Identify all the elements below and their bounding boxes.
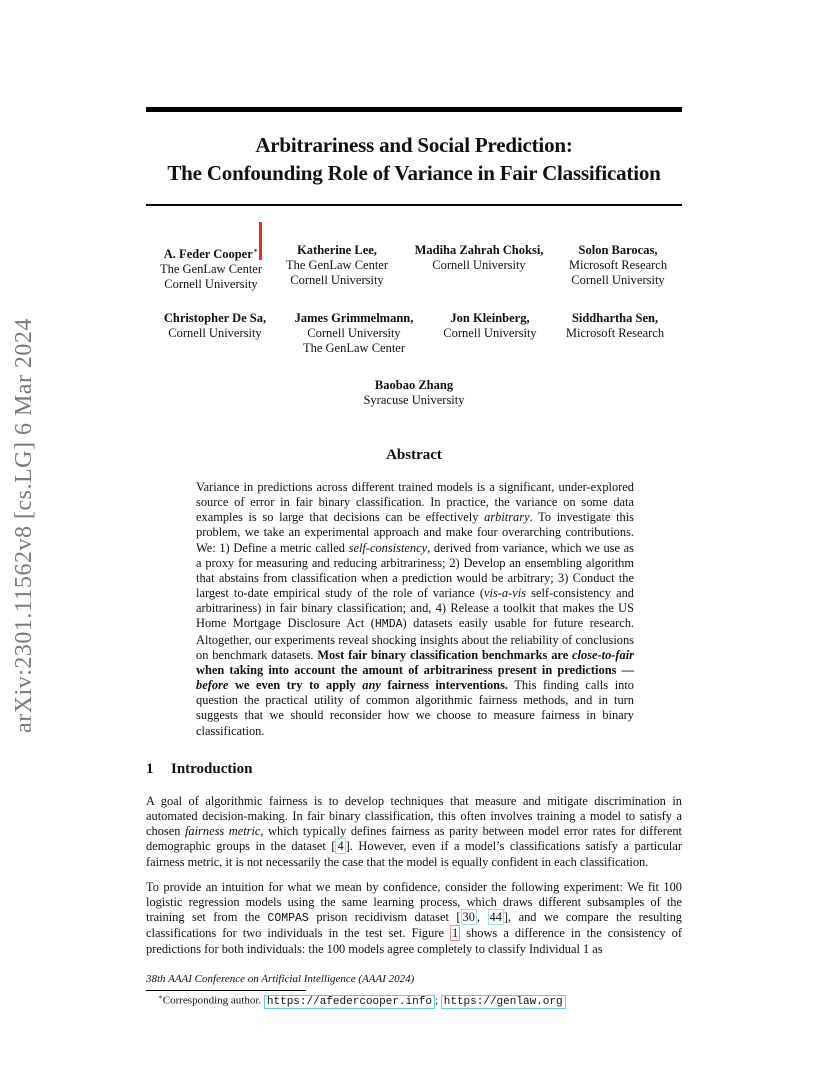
footnote: ∗Corresponding author. https://afedercooper.info ; https://genlaw.org bbox=[158, 993, 566, 1008]
section-title: Introduction bbox=[171, 761, 253, 777]
title-rule bbox=[146, 204, 682, 206]
emphasis: vis-a-vis bbox=[484, 586, 527, 601]
author-block bbox=[404, 243, 554, 273]
emphasis: self-consistency bbox=[348, 540, 428, 555]
author-affiliation: Syracuse University bbox=[363, 393, 465, 407]
author-name: Solon Barocas, bbox=[578, 243, 658, 257]
author-block bbox=[540, 311, 690, 341]
emphasis: fairness metric bbox=[184, 824, 261, 839]
author-affiliation: Cornell University bbox=[164, 277, 258, 292]
intro-paragraph: A goal of algorithmic fairness is to develop techniques that measure and mitigate discrimination in automated decision-making. In fair binary classification, this often involves training a model to satisfy a chosen fairness metric, which typically defines fairness as parity between model error rates for different demographic groups in the dataset [ 4 ]. However, even if a model’s classifications satisfy a particular fairness metric, it is not necessarily the case that the model is equally confident in each classification. bbox=[146, 794, 683, 869]
citation-link[interactable]: 4 bbox=[337, 839, 344, 854]
top-rule bbox=[146, 107, 682, 112]
author-name: A. Feder Cooper∗ bbox=[163, 246, 259, 262]
author-name: Madiha Zahrah Choksi, bbox=[414, 243, 544, 257]
citation-link[interactable]: 44 bbox=[489, 910, 502, 925]
dataset-name: COMPAS bbox=[267, 912, 309, 926]
author-affiliation: The GenLaw Center bbox=[285, 258, 389, 272]
author-affiliation: The GenLaw Center bbox=[302, 341, 406, 355]
author-block bbox=[543, 243, 693, 288]
footnote-rule bbox=[146, 990, 306, 991]
figure-link[interactable]: 1 bbox=[452, 926, 459, 941]
section-number: 1 bbox=[146, 761, 154, 777]
footnote-mark[interactable]: ∗ bbox=[252, 246, 259, 255]
key-finding: Most fair binary classification benchmarks are close-to-fair when taking into account the amount of arbitrariness present in predictions — before we even try to apply any fairness interventions. bbox=[196, 647, 634, 693]
footnote-mark: ∗ bbox=[158, 993, 163, 1001]
citation-link[interactable]: 30 bbox=[462, 910, 475, 925]
paper-title-line-1: Arbitrariness and Social Prediction: bbox=[255, 133, 573, 157]
author-block bbox=[140, 311, 290, 341]
abstract-body: Variance in predictions across different trained models is a significant, under-explored source of error in fair binary classification. In practice, the variance on some data examples is so large that decisions can be effectively arbitrary. To investigate this problem, we take an experimental approach and make four overarching contributions. We: 1) Define a metric called self-consistency, derived from variance, which we use as a proxy for measuring and reducing arbitrariness; 2) Develop an ensembling algorithm that abstains from classification when a prediction would be arbitrary; 3) Conduct the largest to-date empirical study of the role of variance (vis-a-vis self-consistency and arbitrariness) in fair binary classification; and, 4) Release a toolkit that makes the US Home Mortgage Disclosure Act (HMDA) datasets easily usable for future research. Altogether, our experiments reveal shocking insights about the reliability of conclusions on benchmark datasets. Most fair binary classification benchmarks are close-to-fair when taking into account the amount of arbitrariness present in predictions — before we even try to apply any fairness interventions. This finding calls into question the practical utility of common algorithmic fairness methods, and in turn suggests that we should reconsider how we choose to measure fairness in binary classification. bbox=[196, 480, 635, 738]
author-affiliation: Cornell University bbox=[168, 326, 262, 340]
paper-title-line-2: The Confounding Role of Variance in Fair Classification bbox=[167, 161, 661, 185]
venue-note: 38th AAAI Conference on Artificial Intelligence (AAAI 2024) bbox=[146, 973, 415, 985]
homepage-link[interactable]: https://afedercooper.info bbox=[264, 995, 435, 1009]
author-name: James Grimmelmann, bbox=[294, 311, 414, 325]
abstract-heading: Abstract bbox=[386, 447, 442, 463]
author-name: Siddhartha Sen, bbox=[571, 311, 659, 325]
author-affiliation: Cornell University bbox=[571, 273, 665, 287]
author-affiliation: Microsoft Research bbox=[565, 326, 665, 340]
author-affiliation: Cornell University bbox=[307, 326, 401, 340]
author-name: Katherine Lee, bbox=[297, 243, 377, 257]
arxiv-id-text: arXiv:2301.11562v8 [cs.LG] 6 Mar 2024 bbox=[10, 317, 37, 733]
arxiv-identifier bbox=[4, 290, 44, 760]
dataset-name: HMDA bbox=[374, 618, 403, 632]
section-heading bbox=[146, 761, 252, 778]
intro-paragraph: To provide an intuition for what we mean by confidence, consider the following experiment: We fit 100 logistic regression models using the same learning process, which draws different subsamples of the training set from the COMPAS prison recidivism dataset [ 30 , 44 ], and we compare the resulting classifications for two individuals in the test set. Figure 1 shows a difference in the consistency of predictions for both individuals: the 100 models agree completely to classify Individual 1 as bbox=[146, 880, 682, 956]
emphasis: arbitrary bbox=[484, 510, 530, 525]
author-name: Christopher De Sa, bbox=[163, 311, 267, 325]
author-affiliation: The GenLaw Center bbox=[159, 262, 263, 277]
genlaw-link[interactable]: https://genlaw.org bbox=[441, 995, 566, 1009]
author-name: Jon Kleinberg, bbox=[450, 311, 530, 325]
author-block bbox=[262, 243, 412, 288]
author-affiliation: Microsoft Research bbox=[568, 258, 668, 272]
author-block bbox=[279, 311, 429, 356]
author-affiliation: Cornell University bbox=[432, 258, 526, 272]
author-name: Baobao Zhang bbox=[374, 378, 454, 392]
author-affiliation: Cornell University bbox=[443, 326, 537, 340]
author-block bbox=[339, 378, 489, 408]
author-affiliation: Cornell University bbox=[290, 273, 384, 287]
